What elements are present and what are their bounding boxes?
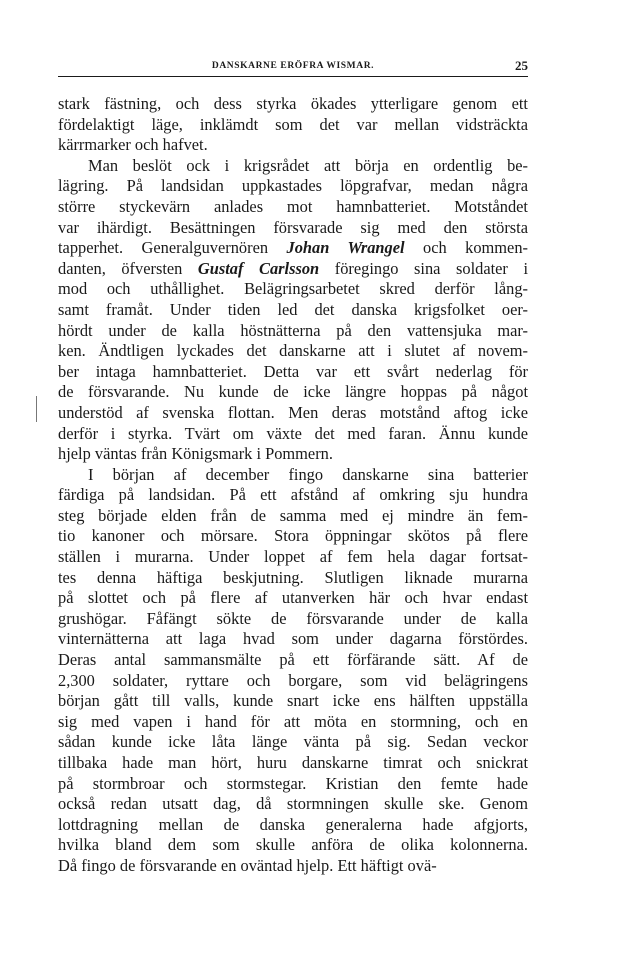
text-line bbox=[58, 300, 528, 321]
text-line bbox=[58, 115, 528, 136]
person-name: Johan Wrangel bbox=[286, 238, 405, 258]
text-segment: lottdragning mellan de danska generalerna hade afgjorts, bbox=[58, 814, 528, 834]
text-segment: hvilka bland dem som skulle anföra de olika kolonnerna. bbox=[58, 835, 528, 855]
text-line bbox=[58, 568, 528, 589]
page-number: 25 bbox=[515, 58, 528, 73]
paragraph bbox=[58, 156, 528, 465]
text-segment: understöd af svenska flottan. Men deras motstånd aftog icke bbox=[58, 402, 528, 422]
text-segment: Man beslöt ock i krigsrådet att börja en ordentlig be- bbox=[88, 155, 528, 175]
text-segment: sådan kunde icke låta länge vänta på sig. Sedan veckor bbox=[58, 732, 528, 752]
body-text bbox=[58, 94, 528, 877]
text-line bbox=[58, 218, 528, 239]
text-segment: var ihärdigt. Besättningen försvarade sig med den största bbox=[58, 217, 528, 237]
text-segment: och kommen- bbox=[404, 238, 528, 258]
text-line bbox=[58, 609, 528, 630]
text-segment: ställen i murarna. Under loppet af fem hela dagar fortsat- bbox=[58, 547, 528, 567]
text-segment: I början af december fingo danskarne sina batterier bbox=[88, 464, 528, 484]
text-segment: steg började elden från de samma med ej mindre än fem- bbox=[58, 505, 528, 525]
paragraph bbox=[58, 94, 528, 156]
text-line bbox=[58, 176, 528, 197]
text-segment: sig med vapen i hand för att möta en stormning, och en bbox=[58, 711, 528, 731]
text-segment: början gått till valls, kunde snart icke ens hälften uppställa bbox=[58, 691, 528, 711]
text-line bbox=[58, 382, 528, 403]
text-line bbox=[58, 671, 528, 692]
running-head: DANSKARNE ERÖFRA WISMAR. bbox=[211, 61, 375, 71]
text-line bbox=[58, 465, 528, 486]
text-segment: hjelp väntas från Königsmark i Pommern. bbox=[58, 444, 333, 464]
text-line bbox=[58, 794, 528, 815]
text-segment: hördt under de kalla höstnätterna på den vattensjuka mar- bbox=[58, 320, 528, 340]
text-line bbox=[58, 753, 528, 774]
text-line bbox=[58, 444, 528, 465]
text-segment: Deras antal sammansmälte på ett förfärande sätt. Af de bbox=[58, 650, 528, 670]
text-segment: derför i styrka. Tvärt om växte det med faran. Ännu kunde bbox=[58, 423, 528, 443]
text-line bbox=[58, 691, 528, 712]
text-line bbox=[58, 94, 528, 115]
text-segment: fördelaktigt läge, inklämdt som det var mellan vidsträckta bbox=[58, 114, 528, 134]
text-segment: samt framåt. Under tiden led det danska krigsfolket oer- bbox=[58, 299, 528, 319]
text-segment: också redan utsatt dag, då stormningen skulle ske. Genom bbox=[58, 794, 528, 814]
text-line bbox=[58, 856, 528, 877]
text-line bbox=[58, 238, 528, 259]
text-segment: kärrmarker och hafvet. bbox=[58, 135, 208, 155]
text-line bbox=[58, 526, 528, 547]
text-segment: större styckevärn anlades mot hamnbatteriet. Motståndet bbox=[58, 196, 528, 216]
text-segment: de försvarande. Nu kunde de icke längre hoppas på något bbox=[58, 382, 528, 402]
text-line bbox=[58, 197, 528, 218]
text-line bbox=[58, 629, 528, 650]
text-segment: ken. Ändtligen lyckades det danskarne att i slutet af novem- bbox=[58, 341, 528, 361]
text-segment: tillbaka hade man hört, huru danskarne timrat och snickrat bbox=[58, 753, 528, 772]
text-segment: vinternätterna att laga hvad som under dagarna förstördes. bbox=[58, 629, 528, 649]
person-name: Gustaf Carlsson bbox=[197, 258, 320, 278]
text-segment: föregingo sina soldater i bbox=[319, 258, 528, 278]
text-segment: lägring. På landsidan uppkastades löpgrafvar, medan några bbox=[58, 176, 528, 196]
text-line bbox=[58, 732, 528, 753]
text-line bbox=[58, 506, 528, 527]
text-line bbox=[58, 547, 528, 568]
text-line bbox=[58, 321, 528, 342]
text-segment: stark fästning, och dess styrka ökades ytterligare genom ett bbox=[58, 94, 528, 113]
text-line bbox=[58, 815, 528, 836]
text-line bbox=[58, 362, 528, 383]
text-segment: mod och uthållighet. Belägringsarbetet skred derför lång- bbox=[58, 279, 528, 299]
text-line bbox=[58, 485, 528, 506]
text-line bbox=[58, 341, 528, 362]
text-segment: färdiga på landsidan. På ett afstånd af omkring sju hundra bbox=[58, 485, 528, 505]
text-segment: Då fingo de försvarande en oväntad hjelp. Ett häftigt ovä- bbox=[58, 855, 437, 875]
text-segment: danten, öfversten bbox=[58, 258, 198, 278]
text-segment: 2,300 soldater, ryttare och borgare, som vid belägringens bbox=[58, 670, 528, 690]
text-segment: ber intaga hamnbatteriet. Detta var ett svårt nederlag för bbox=[58, 361, 528, 381]
paragraph bbox=[58, 465, 528, 877]
text-segment: tes denna häftiga beskjutning. Slutligen liknade murarna bbox=[58, 567, 528, 587]
text-line bbox=[58, 835, 528, 856]
text-line bbox=[58, 650, 528, 671]
page-header bbox=[58, 56, 528, 77]
text-line bbox=[58, 774, 528, 795]
text-line bbox=[58, 403, 528, 424]
text-line bbox=[58, 588, 528, 609]
text-segment: grushögar. Fåfängt sökte de försvarande under de kalla bbox=[58, 608, 528, 628]
text-line bbox=[58, 424, 528, 445]
text-segment: tapperhet. Generalguvernören bbox=[58, 238, 287, 258]
text-line bbox=[58, 156, 528, 177]
text-line bbox=[58, 712, 528, 733]
book-page bbox=[58, 56, 528, 877]
text-line bbox=[58, 259, 528, 280]
text-line bbox=[58, 279, 528, 300]
text-segment: på stormbroar och stormstegar. Kristian den femte hade bbox=[58, 773, 528, 793]
text-segment: tio kanoner och mörsare. Stora öppningar skötos på flere bbox=[58, 526, 528, 546]
margin-mark bbox=[36, 396, 37, 422]
text-line bbox=[58, 135, 528, 156]
text-segment: på slottet och på flere af utanverken här och hvar endast bbox=[58, 588, 528, 608]
